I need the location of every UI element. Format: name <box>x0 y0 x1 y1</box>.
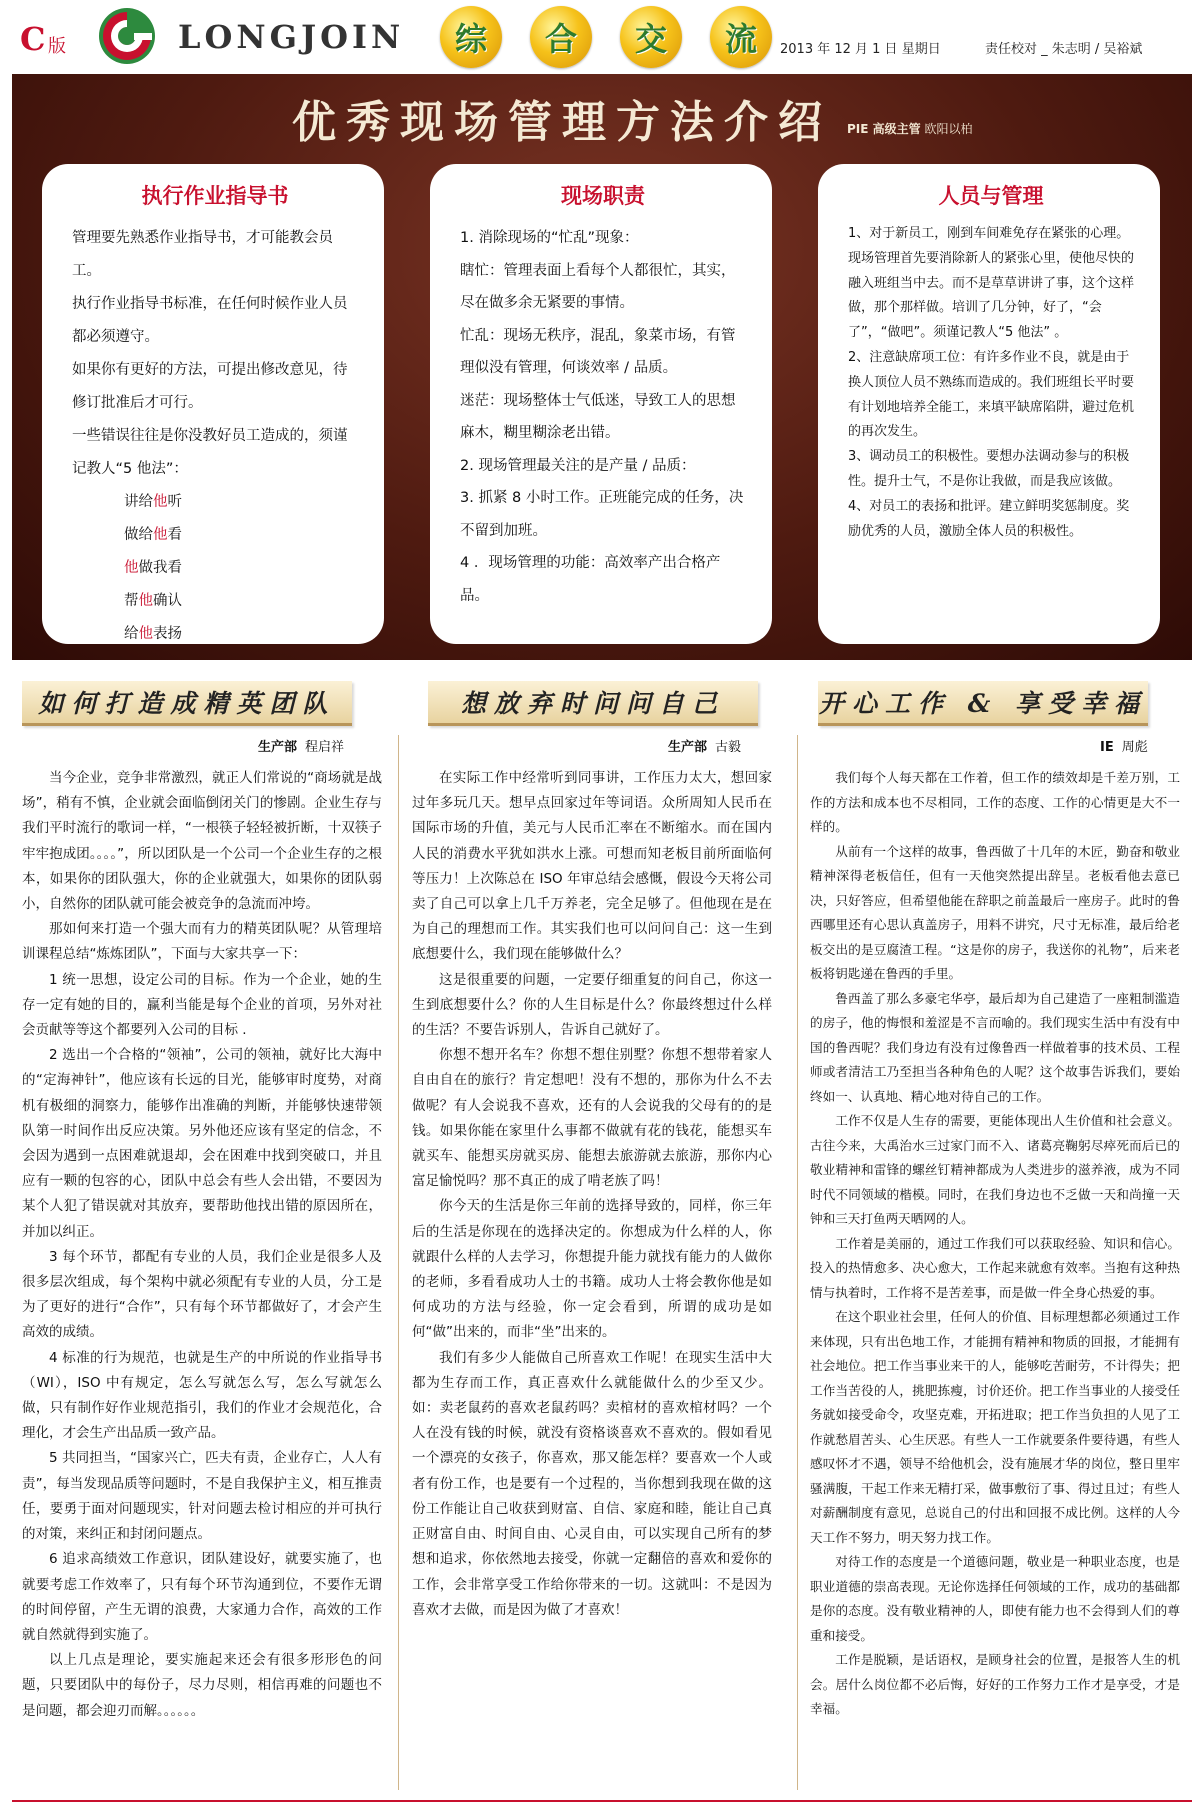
editors-credit: 责任校对 _ 朱志明 / 吴裕斌 <box>985 42 1143 57</box>
article-paragraph: 1 统一思想，设定公司的目标。作为一个企业，她的生存一定有她的目的，赢利当能是每个企业的首项，另外对社会贡献等等这个都要列入公司的目标 . <box>22 971 382 1039</box>
bottom-rule <box>12 1800 1192 1802</box>
card-paragraph: 4 ．现场管理的功能：高效率产出合格产品。 <box>460 555 721 604</box>
column-name-circles <box>440 6 772 68</box>
card-site-duties <box>430 164 772 644</box>
card-paragraph: 管理要先熟悉作业指导书，才可能教会员工。 <box>72 230 333 279</box>
card-people-management <box>818 164 1160 644</box>
card-paragraph: 一些错误往往是你没教好员工造成的，须谨记教人“5 他法”： <box>72 428 348 477</box>
article-paragraph: 3 每个环节，都配有专业的人员，我们企业是很多人及很多层次组成，每个架构中就必须配有专业的人员，分工是为了更好的进行“合作”，只有每个环节都做好了，才会产生高效的成绩。 <box>22 1248 382 1341</box>
card-paragraph: 1、对于新员工，刚到车间难免存在紧张的心理。现场管理首先要消除新人的紧张心里，使他尽快的融入班组当中去。而不是草草讲讲了事，这个这样做，那个那样做。培训了几分钟，好了，“会了”，“做吧”。须谨记教人“5 他法” 。 <box>848 226 1135 341</box>
article-paragraph: 工作不仅是人生存的需要，更能体现出人生价值和社会意义。古往今来，大禹治水三过家门而不入、诸葛亮鞠躬尽瘁死而后已的敬业精神和雷锋的螺丝钉精神都成为人类进步的滋养液，成为不同时代不同领域的楷模。同时，在我们身边也不乏做一天和尚撞一天钟和三天打鱼两天晒网的人。 <box>810 1113 1180 1226</box>
column-char: 交 <box>634 20 667 58</box>
article-paragraph: 6 追求高绩效工作意识，团队建设好，就要实施了，也就要考虑工作效率了，只有每个环节沟通到位，不要作无谓的时间停留，产生无谓的浪费，大家通力合作，高效的工作就自然就得到实施了。 <box>22 1551 382 1643</box>
column-char: 流 <box>724 20 757 58</box>
banner-author-name: 欧阳以柏 <box>924 122 973 136</box>
masthead <box>0 0 1200 74</box>
card-work-instructions <box>42 164 384 644</box>
article-paragraph: 工作着是美丽的，通过工作我们可以获取经验、知识和信心。投入的热情愈多、决心愈大，工作起来就愈有效率。当抱有这种热情与执着时，工作将不是苦差事，而是做一件全身心热爱的事。 <box>810 1235 1180 1300</box>
column-char-circle <box>530 6 592 68</box>
column-char: 综 <box>454 20 487 58</box>
article-paragraph: 我们有多少人能做自己所喜欢工作呢！在现实生活中大都为生存而工作，真正喜欢什么就能做什么的少至又少。如：卖老鼠药的喜欢老鼠药吗？卖棺材的喜欢棺材吗？一个人在没有钱的时候，就没有资格谈喜欢不喜欢的。假如看见一个漂亮的女孩子，你喜欢，那又能怎样？要喜欢一个人或者有份工作，也是要有一个过程的，当你想到我现在做的这份工作能让自己收获到财富、自信、家庭和睦，能让自己真正财富自由、时间自由、心灵自由，可以实现自己所有的梦想和追求，你依然地去接受，你就一定翻倍的喜欢和爱你的工作，会非常享受工作给你带来的一切。这就叫：不是因为喜欢才去做，而是因为做了才喜欢！ <box>412 1349 772 1618</box>
banner-title: 优秀现场管理方法介绍 <box>292 97 832 148</box>
article-paragraph: 这是很重要的问题，一定要仔细重复的问自己，你这一生到底想要什么？你的人生目标是什么？你最终想过什么样的生活？不要告诉别人，告诉自己就好了。 <box>412 971 772 1039</box>
card-paragraph: 1. 消除现场的“忙乱”现象： <box>460 230 639 246</box>
article-paragraph: 我们每个人每天都在工作着，但工作的绩效却是千差万别，工作的方法和成本也不尽相同，工作的态度、工作的心情更是大不一样的。 <box>810 770 1180 834</box>
card-title: 人员与管理 <box>938 183 1044 208</box>
column-char-circle <box>440 6 502 68</box>
article-paragraph: 在实际工作中经常听到同事讲，工作压力太大，想回家过年多玩几天。想早点回家过年等词语。众所周知人民币在国际市场的升值，美元与人民币汇率在不断缩水。而在国内人民的消费水平犹如洪水上涨。可想而知老板目前所面临何等压力！上次陈总在 ISO 年审总结会感慨，假设今天将公司卖了自己可以拿上几千万养老，完全足够了。但他现在是在为自己的理想而工作。其实我们也可以问问自己：这一生到底想要什么，我们现在能够做什么？ <box>412 770 772 963</box>
article-byline: 生产部 程启祥 <box>258 740 345 755</box>
issue-date: 2013 年 12 月 1 日 星期日 <box>780 42 941 57</box>
article-paragraph: 以上几点是理论，要实施起来还会有很多形形色的问题，只要团队中的每份子，尽力尽则，相信再难的问题也不是问题，都会迎刃而解。。。。。。 <box>22 1652 382 1719</box>
banner-byline <box>847 120 972 137</box>
article-title: 如何打造成精英团队 <box>22 681 352 726</box>
card-paragraph: 4、对员工的表扬和批评。建立鲜明奖惩制度。奖励优秀的人员，激励全体人员的积极性。 <box>848 498 1130 539</box>
article-title: 开心工作 & 享受幸福 <box>818 681 1148 726</box>
column-char-circle <box>710 6 772 68</box>
card-title: 执行作业指导书 <box>141 183 289 208</box>
card-paragraph: 忙乱：现场无秩序，混乱，象菜市场，有管理似没有管理，何谈效率 / 品质。 <box>460 327 736 376</box>
article-paragraph: 4 标准的行为规范，也就是生产的中所说的作业指导书（WI），ISO 中有规定，怎么写就怎么写，怎么写就怎么做，只有制作好作业规范指引，我们的作业才会规范化，合理化，才会生产出品质一致产品。 <box>22 1349 382 1442</box>
article-paragraph: 从前有一个这样的故事，鲁西做了十几年的木匠，勤奋和敬业精神深得老板信任，但有一天他突然提出辞呈。老板看他去意已决，只好答应，但希望他能在辞职之前盖最后一座房子。此时的鲁西哪里还有心思认真盖房子，用料不讲究，尺寸无标准，最后给老板交出的是豆腐渣工程。“这是你的房子，我送你的礼物”，后来老板将钥匙递在鲁西的手里。 <box>810 843 1180 981</box>
article-body-happy-work <box>810 766 1180 1722</box>
method-item: 帮他确认 <box>124 593 182 609</box>
longjoin-logo-icon <box>96 6 158 66</box>
method-item: 他做我看 <box>124 560 182 576</box>
article-paragraph: 鲁西盖了那么多豪宅华亭，最后却为自己建造了一座粗制滥造的房子，他的悔恨和羞涩是不言而喻的。我们现实生活中有没有中国的鲁西呢？我们身边有没有过像鲁西一样做着事的技术员、工程师或者清洁工乃至担当各种角色的人呢？这个故事告诉我们，要始终如一、认真地、精心地对待自己的工作。 <box>810 990 1180 1104</box>
card-paragraph: 2. 现场管理最关注的是产量 / 品质： <box>460 457 696 474</box>
method-item: 做给他看 <box>124 527 182 543</box>
article-paragraph: 工作是脱颖，是话语权，是顾身社会的位置，是报答人生的机会。居什么岗位都不必后悔，好好的工作努力工作才是享受，才是幸福。 <box>810 1652 1180 1716</box>
logo-text: LONGJOIN <box>178 18 405 56</box>
article-paragraph: 当今企业，竞争非常激烈，就正人们常说的“商场就是战场”，稍有不慎，企业就会面临倒闭关门的惨剧。企业生存与我们平时流行的歌词一样，“一根筷子轻轻被折断，十双筷子牢牢抱成团。。。。”，所以团队是一个公司一个企业生存的之根本，如果你的团队强大，你的企业就强大，如果你的团队弱小，自然你的团队就可能会被竞争的急流而冲垮。 <box>22 770 382 913</box>
column-divider <box>797 735 798 1790</box>
edition-word: 版 <box>48 36 66 57</box>
method-item: 给他表扬 <box>124 626 182 642</box>
article-paragraph: 你今天的生活是你三年前的选择导致的，同样，你三年后的生活是你现在的选择决定的。你想成为什么样的人，你就跟什么样的人去学习，你想提升能力就找有能力的人做你的老师，多看看成功人士的书籍。成功人士将会教你他是如何成功的方法与经验，你一定会看到，所谓的成功是如何“做”出来的，而非“坐”出来的。 <box>412 1198 772 1341</box>
column-char-circle <box>620 6 682 68</box>
article-paragraph: 那如何来打造一个强大而有力的精英团队呢？从管理培训课程总结“炼炼团队”，下面与大家共享一下： <box>22 921 382 963</box>
article-byline: 生产部 古毅 <box>668 740 742 755</box>
article-title: 想放弃时问问自己 <box>428 681 758 726</box>
article-paragraph: 5 共同担当，“国家兴亡，匹夫有责，企业存亡，人人有责”，每当发现品质等问题时，不是自我保护主义，相互推责任，要勇于面对问题现实，针对问题去检讨相应的并可执行的对策，来纠正和封闭问题点。 <box>22 1450 382 1543</box>
card-title: 现场职责 <box>561 183 645 208</box>
card-paragraph: 3. 抓紧 8 小时工作。正班能完成的任务，决不留到加班。 <box>460 490 744 539</box>
article-body-team <box>22 766 382 1724</box>
card-paragraph: 如果你有更好的方法，可提出修改意见，待修订批准后才可行。 <box>72 362 348 411</box>
article-paragraph: 对待工作的态度是一个道德问题，敬业是一种职业态度，也是职业道德的崇高表现。无论你选择任何领域的工作，成功的基础都是你的态度。没有敬业精神的人，即使有能力也不会得到人们的尊重和接受。 <box>810 1554 1180 1643</box>
column-char: 合 <box>544 20 577 58</box>
card-paragraph: 迷茫：现场整体士气低迷，导致工人的思想麻木，糊里糊涂老出错。 <box>460 392 736 441</box>
article-paragraph: 2 选出一个合格的“领袖”，公司的领袖，就好比大海中的“定海神针”，他应该有长远的目光，能够审时度势，对商机有极细的洞察力，能够作出准确的判断，并能够快速带领队第一时间作出反应决策。另外他还应该有坚定的信念，不会因为遇到一点困难就退却，会在困难中找到突破口，并且应有一颗的包容的心，团队中总会有些人会出错，不要因为某个人犯了错误就对其放弃，要帮助他找出错的原因所在，并加以纠正。 <box>22 1047 382 1240</box>
banner-author-dept: PIE 高级主管 <box>847 122 921 136</box>
card-paragraph: 3、调动员工的积极性。要想办法调动参与的积极性。提升士气，不是你让我做，而是我应该做。 <box>848 449 1130 489</box>
article-byline: IE 周彪 <box>1100 740 1148 755</box>
method-item: 讲给他听 <box>124 494 182 510</box>
card-paragraph: 执行作业指导书标准，在任何时候作业人员都必须遵守。 <box>72 296 348 345</box>
feature-banner <box>12 74 1192 660</box>
edition-letter: C <box>20 20 46 58</box>
card-paragraph: 瞎忙：管理表面上看每个人都很忙，其实，尽在做多余无紧要的事情。 <box>460 262 736 311</box>
column-divider <box>398 735 399 1790</box>
article-paragraph: 你想不想开名车？你想不想住别墅？你想不想带着家人自由自在的旅行？肯定想吧！没有不想的，那你为什么不去做呢？有人会说我不喜欢，还有的人会说我的父母有的的是钱。如果你能在家里什么事都不做就有花的钱花，能想买车就买车、能想买房就买房、能想去旅游就去旅游，那你内心富足愉悦吗？那不真正的成了啃老族了吗！ <box>412 1047 772 1190</box>
card-paragraph: 2、注意缺席项工位：有许多作业不良，就是由于换人顶位人员不熟练而造成的。我们班组长平时要有计划地培养全能工，来填平缺席陷阱，避过危机的再次发生。 <box>848 349 1135 440</box>
article-paragraph: 在这个职业社会里，任何人的价值、目标理想都必须通过工作来体现，只有出色地工作，才能拥有精神和物质的回报，才能拥有社会地位。把工作当事业来干的人，能够吃苦耐劳，不计得失；把工作当苦役的人，挑肥拣瘦，讨价还价。把工作当事业的人接受任务就如接受命令，攻坚克难，开拓进取；把工作当负担的人见了工作就愁眉苦头、心生厌恶。有些人一工作就要条件要待遇，有些人感叹怀才不遇，领导不给他机会，没有施展才华的岗位，整日里牢骚满腹，干起工作来无精打采，做事敷衍了事、得过且过；有些人对薪酬制度有意见，总说自己的付出和回报不成比例。这样的人今天工作不努力，明天努力找工作。 <box>810 1309 1180 1545</box>
article-body-ask-yourself <box>412 766 772 1623</box>
